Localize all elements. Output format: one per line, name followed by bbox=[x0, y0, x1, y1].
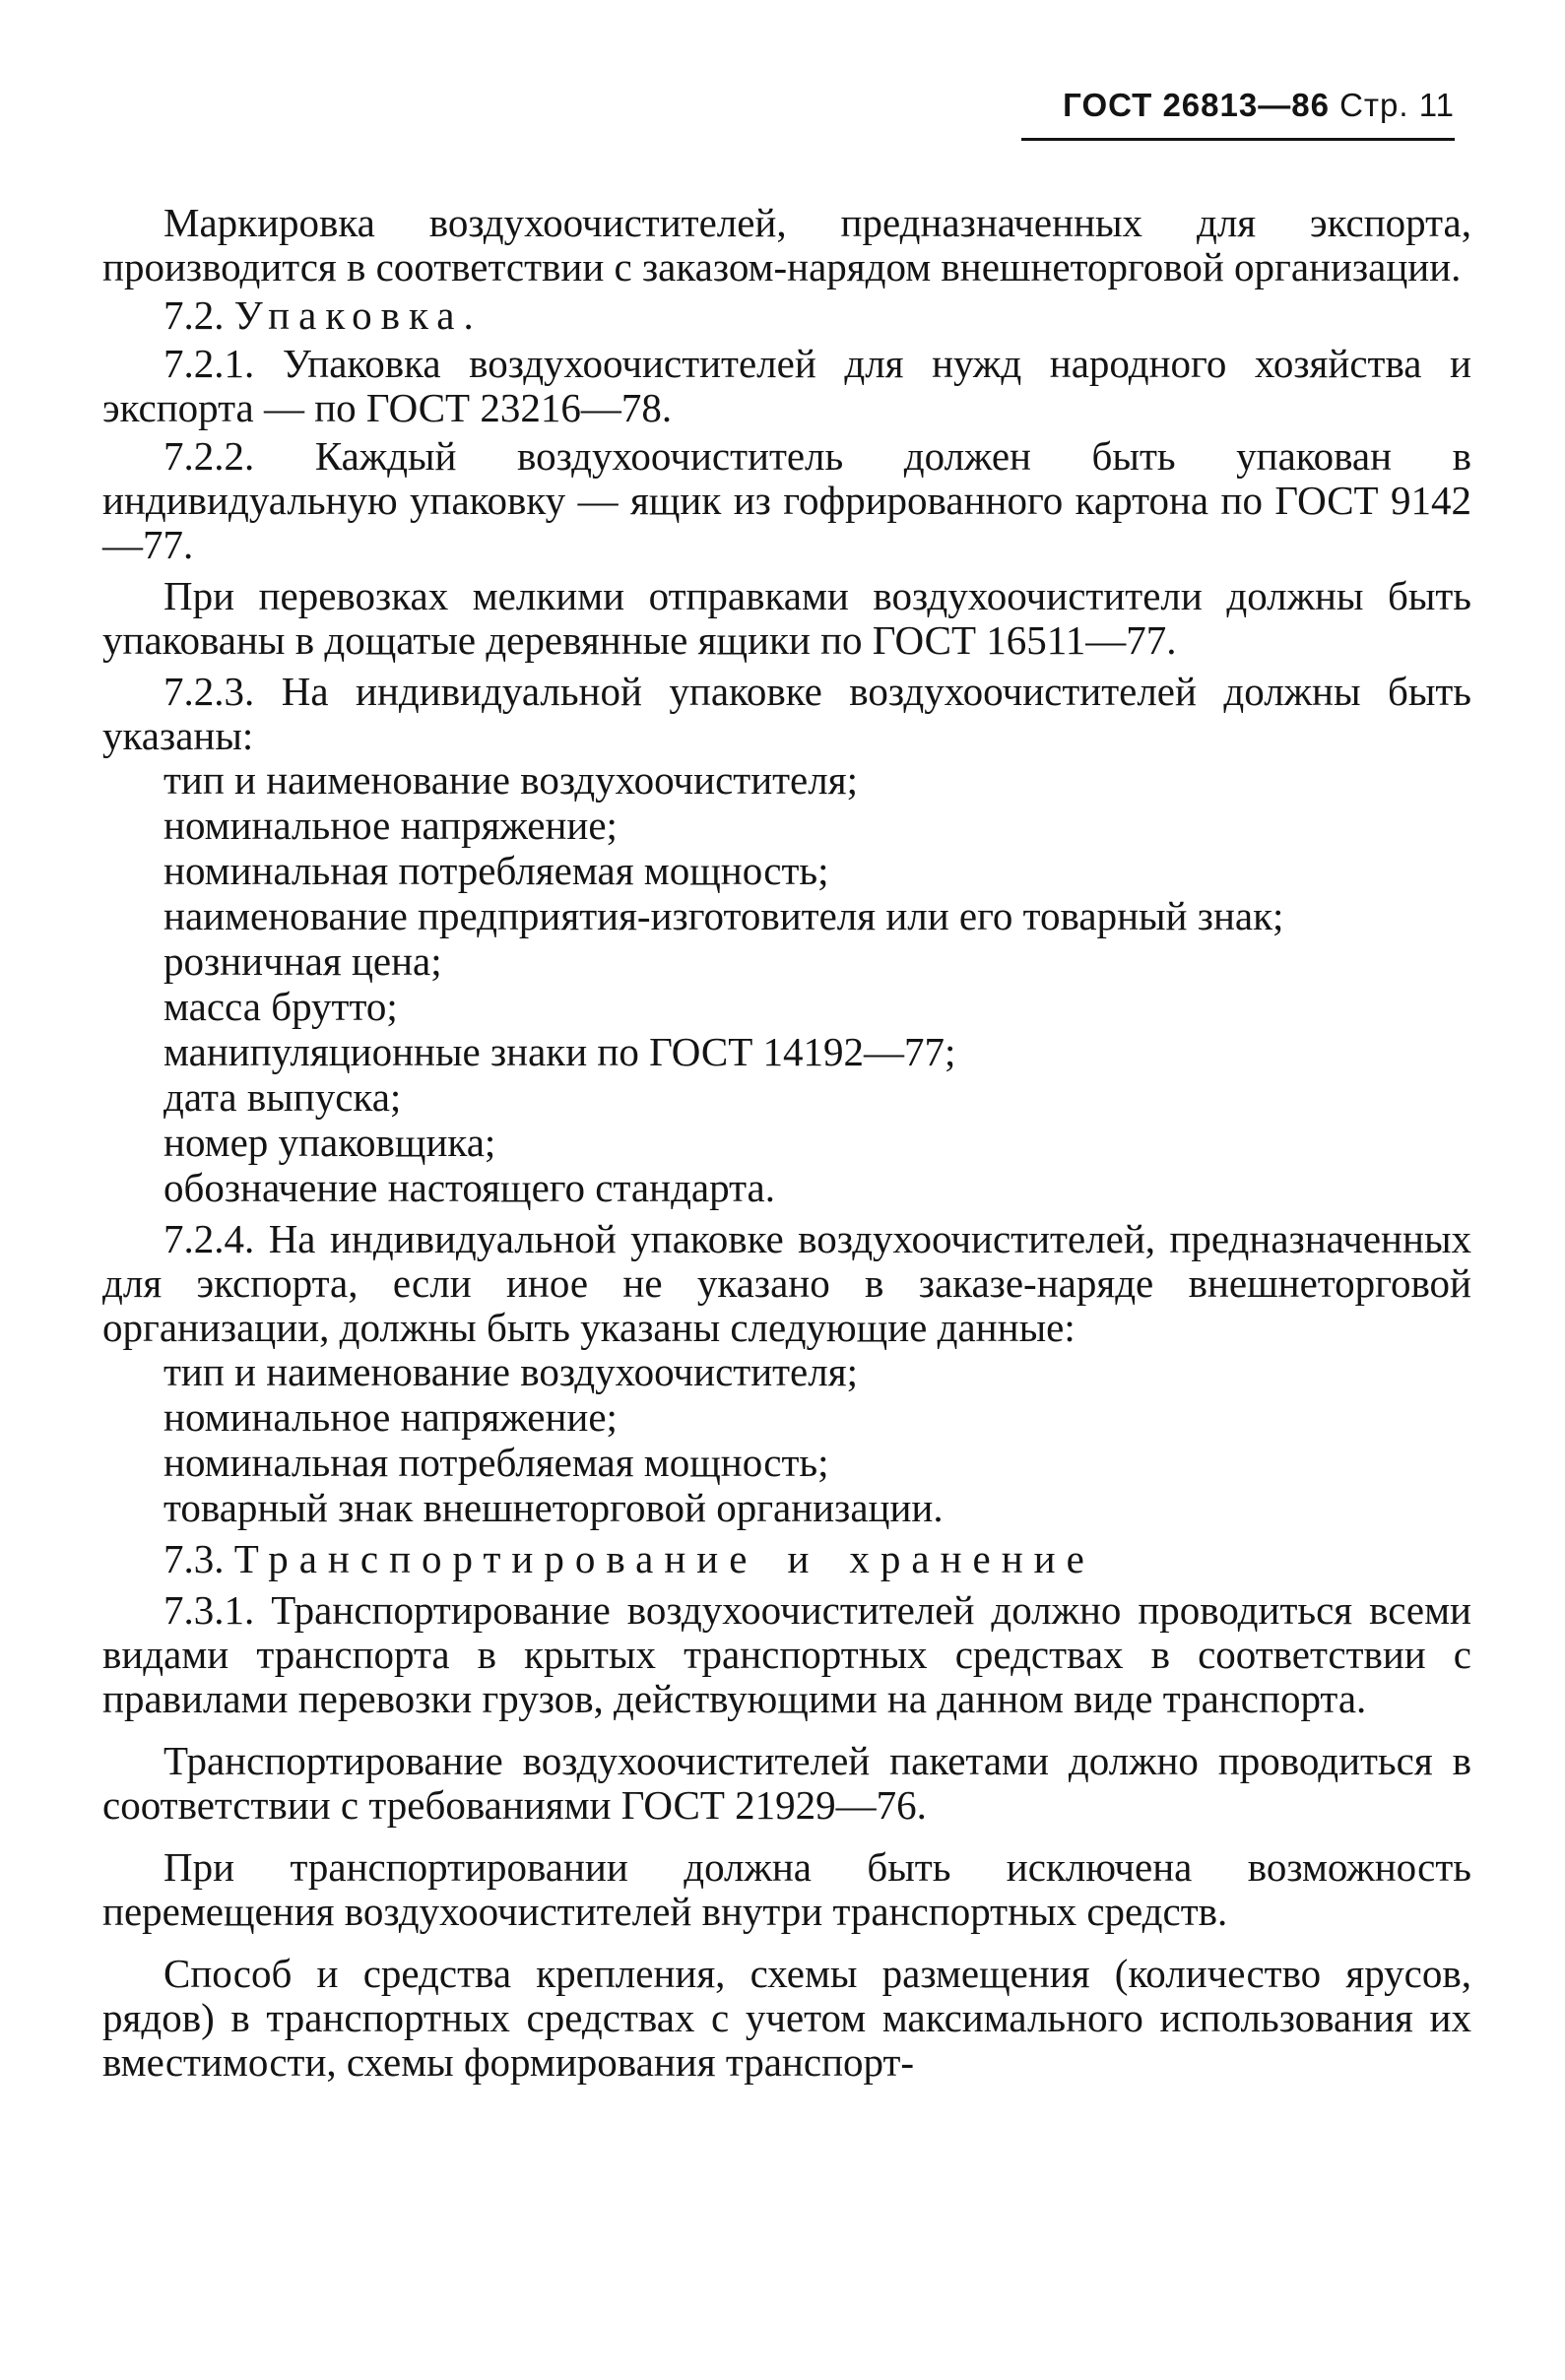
section-7-3-title bbox=[234, 1536, 1095, 1581]
clause-7-3-1-packets: Транспортирование воздухоочистителей пакетами должно проводиться в соответствии с требованиями ГОСТ 21929—76. bbox=[102, 1738, 1471, 1828]
standard-number: ГОСТ 26813—86 bbox=[1063, 87, 1330, 123]
list-item: номинальное напряжение; bbox=[163, 803, 618, 848]
section-7-2-title: Упаковка. bbox=[233, 292, 483, 338]
clause-7-3-1: 7.3.1. Транспортирование воздухоочистителей должно проводиться всеми видами транспорта в крытых транспортных средствах в соответствии с правилами перевозки грузов, действующими на данном виде транспорта. bbox=[102, 1587, 1471, 1721]
list-item: манипуляционные знаки по ГОСТ 14192—77; bbox=[163, 1029, 956, 1074]
section-7-2-number: 7.2. bbox=[163, 292, 225, 338]
list-item: тип и наименование воздухоочистителя; bbox=[163, 757, 858, 803]
clause-7-2-1: 7.2.1. Упаковка воздухоочистителей для нужд народного хозяйства и экспорта — по ГОСТ 23216—78. bbox=[102, 341, 1471, 430]
list-item: товарный знак внешнеторговой организации. bbox=[163, 1485, 944, 1530]
section-7-2-heading bbox=[102, 293, 1471, 338]
list-item: тип и наименование воздухоочистителя; bbox=[163, 1349, 858, 1394]
section-7-3-title-part-2: хранение bbox=[849, 1536, 1095, 1581]
list-item: номинальное напряжение; bbox=[163, 1394, 618, 1440]
page-number: Стр. 11 bbox=[1339, 87, 1455, 123]
section-7-3-heading bbox=[102, 1537, 1471, 1581]
document-body bbox=[102, 201, 1471, 2085]
list-item: номер упаковщика; bbox=[163, 1120, 496, 1165]
section-7-3-title-part-1: Транспортирование bbox=[233, 1536, 758, 1581]
list-item: масса брутто; bbox=[163, 984, 398, 1029]
clause-7-2-2-small-shipments: При перевозках мелкими отправками воздухоочистители должны быть упакованы в дощатые деревянные ящики по ГОСТ 16511—77. bbox=[102, 573, 1471, 663]
list-item: дата выпуска; bbox=[163, 1074, 402, 1120]
packaging-marking-list bbox=[102, 758, 1471, 1210]
export-packaging-marking-list bbox=[102, 1350, 1471, 1530]
list-item: розничная цена; bbox=[163, 938, 442, 984]
list-item: обозначение настоящего стандарта. bbox=[163, 1165, 775, 1210]
page-header bbox=[1021, 87, 1455, 141]
clause-7-3-1-movement: При транспортировании должна быть исключена возможность перемещения воздухоочистителей внутри транспортных средств. bbox=[102, 1844, 1471, 1934]
list-item: номинальная потребляемая мощность; bbox=[163, 1440, 829, 1485]
list-item: наименование предприятия-изготовителя или его товарный знак; bbox=[163, 893, 1284, 938]
clause-7-3-1-fastening: Способ и средства крепления, схемы размещения (количество ярусов, рядов) в транспортных средствах с учетом максимального использования их вместимости, схемы формирования транспорт- bbox=[102, 1951, 1471, 2085]
export-marking-paragraph: Маркировка воздухоочистителей, предназначенных для экспорта, производится в соответствии с заказом-нарядом внешнеторговой организации. bbox=[102, 200, 1471, 289]
section-7-3-number: 7.3. bbox=[163, 1536, 225, 1581]
list-item: номинальная потребляемая мощность; bbox=[163, 848, 829, 893]
section-7-3-title-conjunction: и bbox=[787, 1536, 820, 1581]
clause-7-2-2: 7.2.2. Каждый воздухоочиститель должен быть упакован в индивидуальную упаковку — ящик из гофрированного картона по ГОСТ 9142—77. bbox=[102, 433, 1471, 567]
clause-7-2-4: 7.2.4. На индивидуальной упаковке воздухоочистителей, предназначенных для экспорта, если иное не указано в заказе-наряде внешнеторговой организации, должны быть указаны следующие данные: bbox=[102, 1216, 1471, 1350]
clause-7-2-3: 7.2.3. На индивидуальной упаковке воздухоочистителей должны быть указаны: bbox=[102, 669, 1471, 758]
